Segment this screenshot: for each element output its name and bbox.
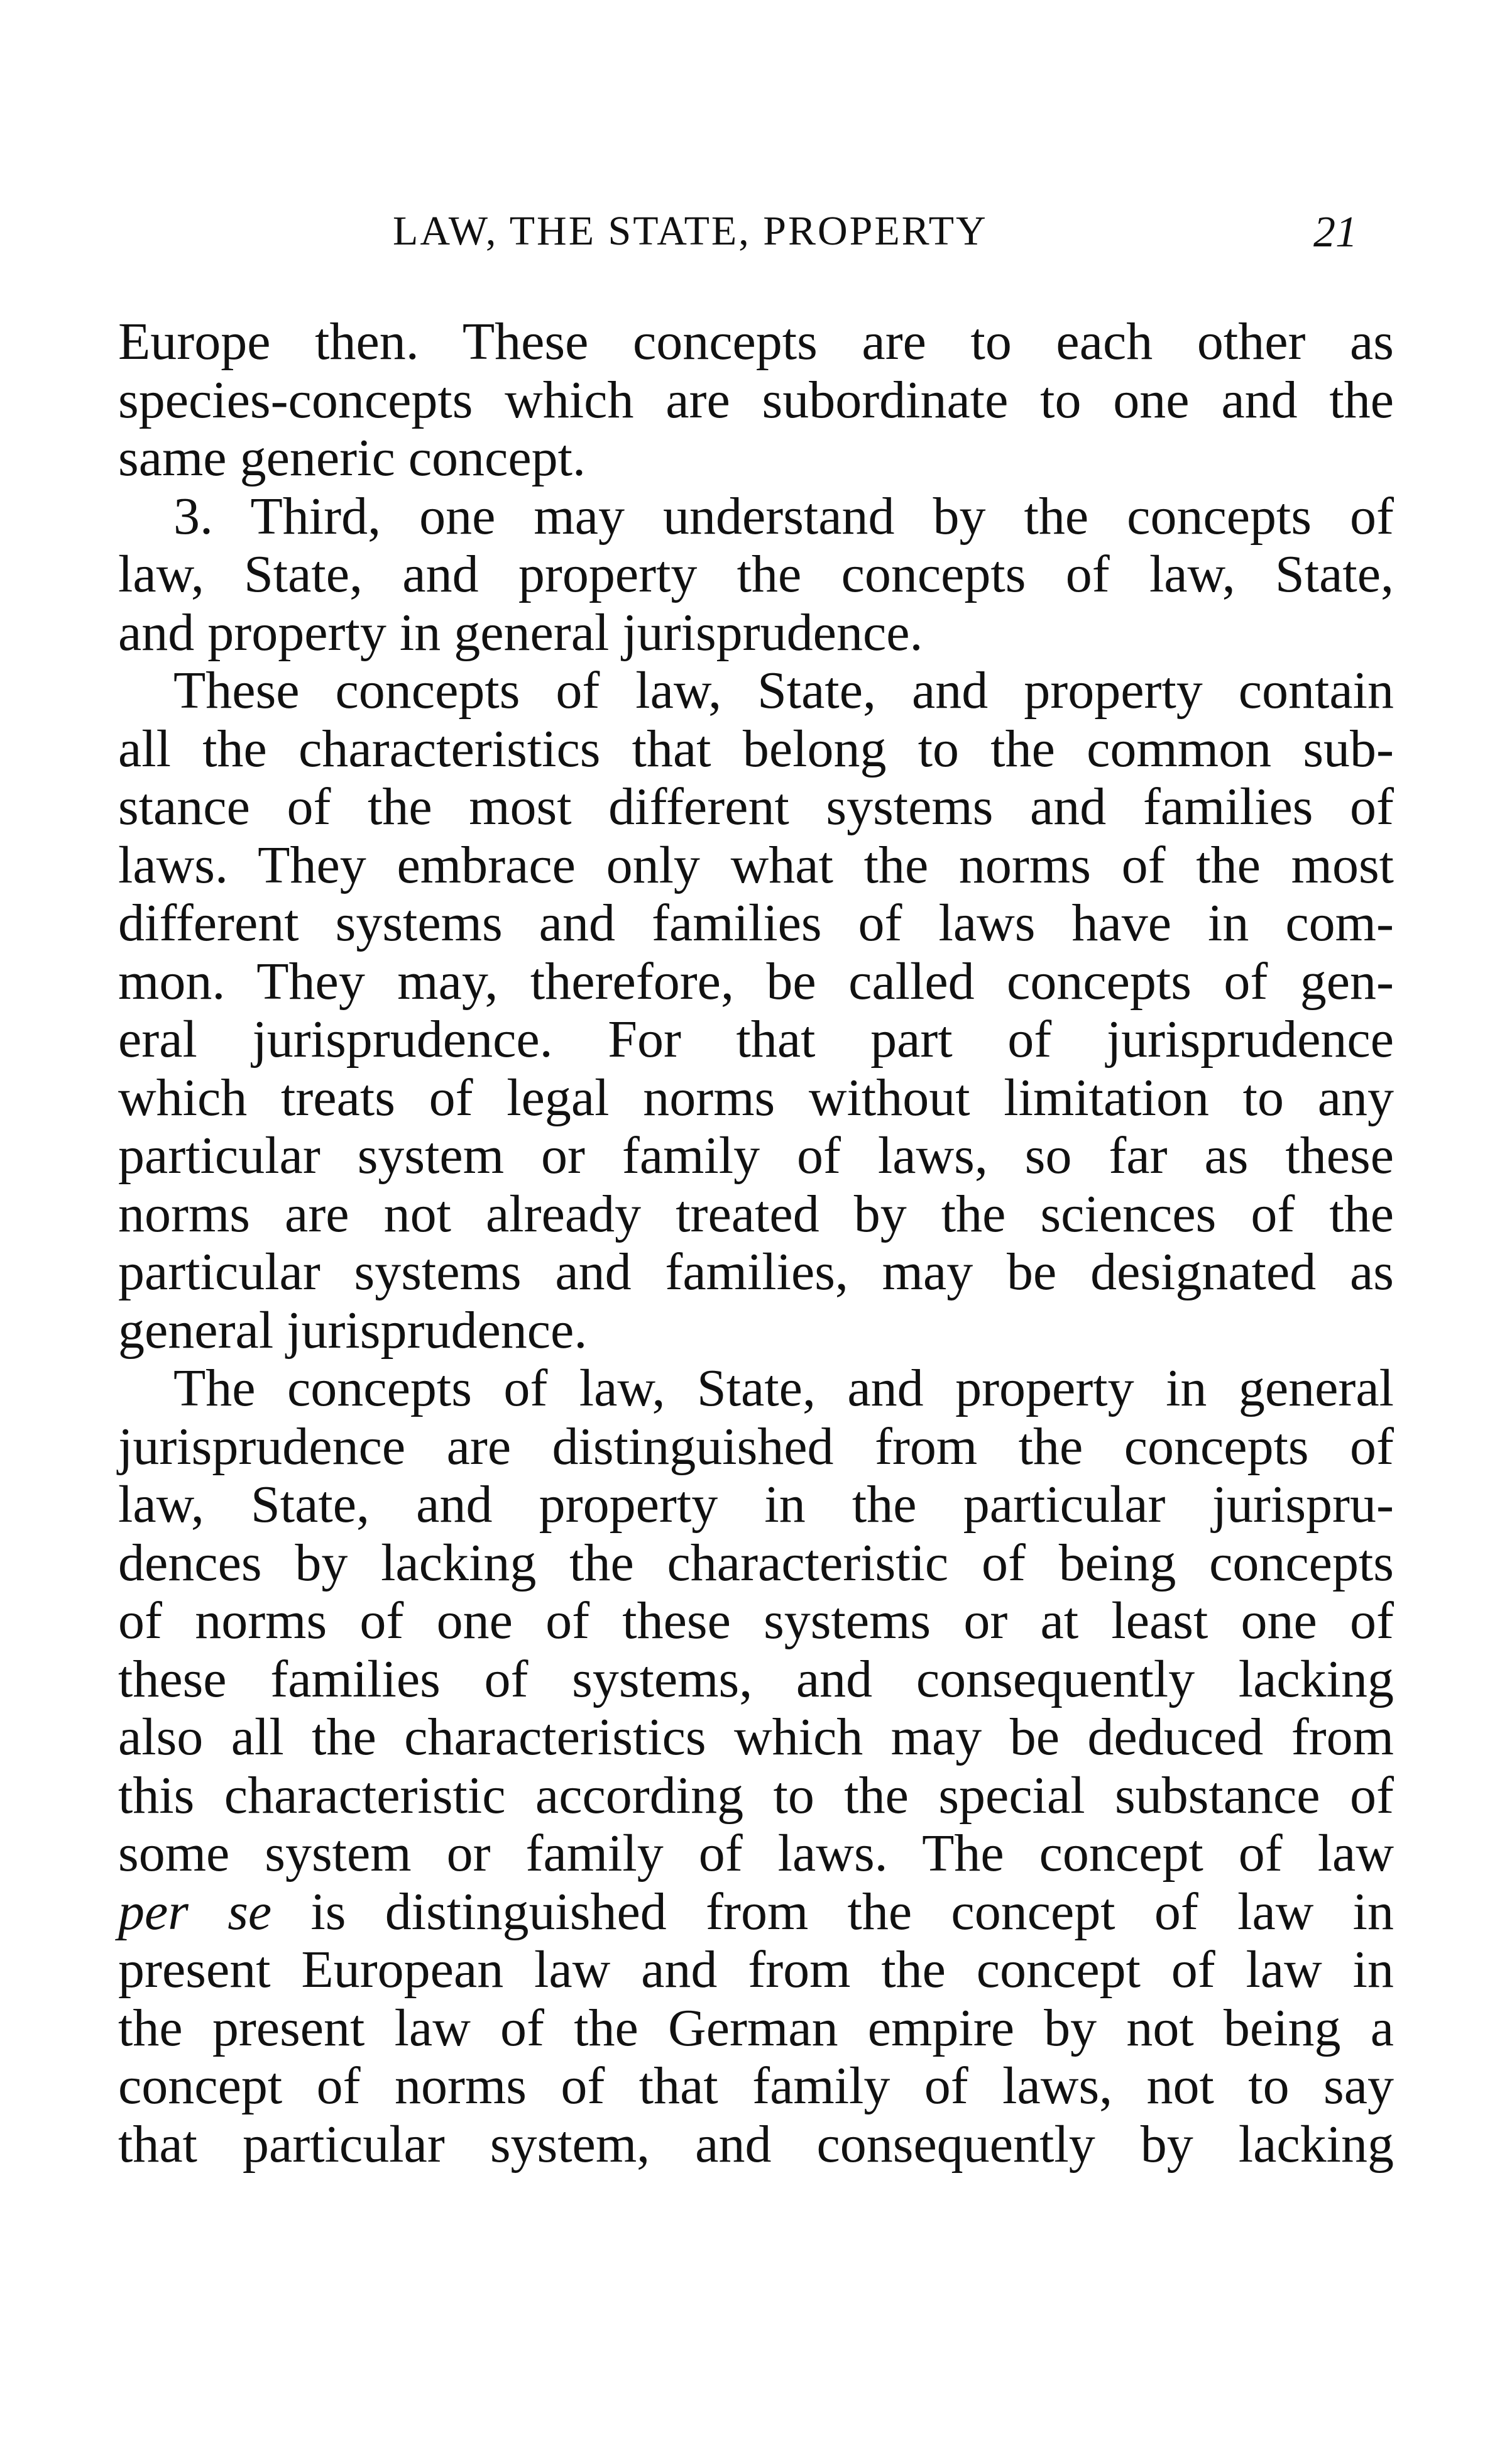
text-line: eral jurisprudence. For that part of jurisprudence <box>118 1010 1394 1069</box>
text-line: concept of norms of that family of laws, not to say <box>118 2057 1394 2115</box>
page-number: 21 <box>1313 208 1357 256</box>
running-head <box>0 207 1512 264</box>
italic-phrase: per se <box>118 1882 272 1941</box>
running-title: LAW, THE STATE, PROPERTY <box>393 208 988 254</box>
text-line: some system or family of laws. The concept of law <box>118 1824 1394 1883</box>
text-line: this characteristic according to the special substance of <box>118 1766 1394 1825</box>
text-line: mon. They may, therefore, be called concepts of gen- <box>118 952 1394 1011</box>
text-line: which treats of legal norms without limitation to any <box>118 1068 1394 1127</box>
text-line: particular systems and families, may be designated as <box>118 1243 1394 1301</box>
text-line: laws. They embrace only what the norms of the most <box>118 835 1394 894</box>
text-line: norms are not already treated by the sciences of the <box>118 1184 1394 1243</box>
text-line: different systems and families of laws have in com- <box>118 894 1394 952</box>
text-line-remainder: is distinguished from the concept of law in <box>271 1882 1394 1941</box>
text-line: that particular system, and consequently by lacking <box>118 2114 1394 2174</box>
text-line: same generic concept. <box>118 429 586 487</box>
text-line: the present law of the German empire by not being a <box>118 1998 1394 2057</box>
text-line: particular system or family of laws, so far as these <box>118 1126 1394 1185</box>
text-line: these families of systems, and consequently lacking <box>118 1649 1394 1708</box>
text-line: The concepts of law, State, and property in general <box>173 1359 1394 1417</box>
text-line: law, State, and property the concepts of law, State, <box>118 545 1394 603</box>
text-line: all the characteristics that belong to the common sub- <box>118 719 1394 778</box>
text-line: stance of the most different systems and families of <box>118 778 1394 836</box>
text-line: dences by lacking the characteristic of being concepts <box>118 1533 1394 1592</box>
text-line: 3. Third, one may understand by the concepts of <box>173 487 1394 546</box>
text-line: Europe then. These concepts are to each other as <box>118 312 1394 371</box>
text-line: general jurisprudence. <box>118 1300 588 1360</box>
text-line: and property in general jurisprudence. <box>118 603 923 662</box>
text-line: law, State, and property in the particular jurispru- <box>118 1475 1394 1534</box>
text-line: These concepts of law, State, and property contain <box>173 661 1394 720</box>
text-line: present European law and from the concept of law in <box>118 1940 1394 1999</box>
text-line: jurisprudence are distinguished from the concepts of <box>118 1417 1394 1476</box>
body-text <box>118 313 1394 2174</box>
text-line: of norms of one of these systems or at least one of <box>118 1592 1394 1650</box>
text-line-with-italic <box>118 1883 1394 1942</box>
text-line: species-concepts which are subordinate to one and the <box>118 370 1394 429</box>
text-line: also all the characteristics which may be deduced from <box>118 1708 1394 1766</box>
